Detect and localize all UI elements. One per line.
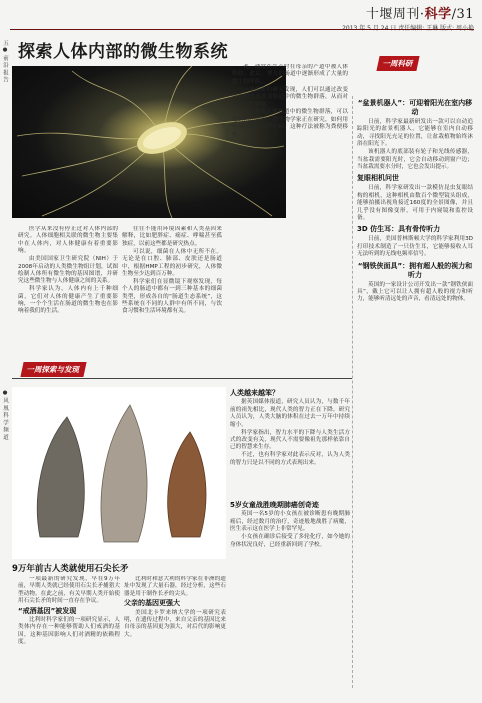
paragraph: 一项最新的研究发现，早在9万年前，早期人类就已经使用石尖长矛捕猎大型动物。在此之前，有关早期人类开始使用石尖长矛的时间一直存在争议。	[18, 576, 120, 605]
paragraph: 者，通常在生产时在母亲的产道中被人体吸收。此后，婴儿的肠道中逐渐形成了大量的微生物群落。	[232, 64, 348, 85]
paragraph: 通过改变人体肠道中的微生物群落，可以起到治疗作用。微生物学家正在研究，如何用有益细菌来治疗疾病，这种疗法被称为粪便移植。	[232, 109, 348, 138]
section-tag: 一周探索与发现	[20, 362, 86, 377]
paragraph: 可以说，细菌在人体中无所不在。无论是在口腔、肺部、皮肤还是肠道中，根据HMP工程的初步研究，人体微生物至少达到百万种。	[122, 248, 222, 277]
sidebar-heading-3: 3D 仿生耳：具有骨传听力	[357, 225, 441, 234]
paragraph: 医学从来没有停止过对人体内部的研究。人体细胞相关联的微生物主要集中在人体内，对人体健康有着重要影响。	[18, 226, 118, 255]
paragraph: 不过，也有科学家对此表示反对，认为人类的智力只是以不同的方式表现出来。	[230, 452, 350, 466]
father-article	[124, 576, 226, 692]
masthead	[342, 3, 474, 32]
paragraph: 科学家指出，智力水平的下降与人类生活方式的改变有关，现代人不需要像祖先那样依靠自己的智慧来生存。	[230, 429, 350, 451]
article-column-1	[18, 226, 118, 374]
side-tag-upper: 五 ● 前 沿 报 告	[2, 40, 8, 83]
paragraph: 科学家认为，人体内有上千种细菌，它们对人体的健康产生了重要影响，一个个生活在肠道的微生物也在影响着我们的生活。	[18, 286, 118, 315]
stone-tools-illustration	[12, 387, 226, 559]
paragraph: 日前，科学家最新研发出一款可以自动追踪阳光的盆景机器人，它能够在室内自动移动，寻找阳光充足的位置，让盆栽植物始终沐浴在阳光下。	[357, 119, 473, 148]
paragraph: 比利时科学家们的一项研究显示，人类体内存在一种能够帮助人们戒酒的基因，这种基因影响人们对酒精的依赖程度。	[18, 617, 120, 646]
humans-article-title: 人类越来越笨？	[230, 389, 279, 397]
article-title: 探索人体内部的微生物系统	[18, 42, 228, 62]
stone-tools-photo	[12, 387, 226, 559]
father-article-title: 父亲的基因更强大	[124, 599, 180, 608]
cancer-article	[230, 500, 350, 690]
article-column-3	[232, 64, 348, 374]
paragraph: 小女孩在确诊后接受了多轮化疗，如今她的身体状况良好，已经重新回到了学校。	[230, 534, 350, 548]
sidebar-heading-2: 复眼相机问世	[357, 174, 399, 183]
header-rule	[10, 29, 474, 30]
side-tag-lower: ● 风 凰 科 学 频 道	[2, 390, 8, 440]
paragraph: 据英国媒体报道，研究人员认为，与数千年前的祖先相比，现代人类的智力正在下降。研究人员认为，人类大脑的体积在过去一万年中持续缩小。	[230, 399, 350, 428]
paragraph: 比利时和意大利的科学家在非洲的遗址中发现了大量石器，经过分析，这些石器是用于制作长矛的尖头。	[124, 576, 226, 597]
paper-name: 十堰周刊	[365, 7, 420, 22]
sidebar	[352, 96, 475, 688]
tools-article	[18, 576, 120, 692]
sidebar-tag: 一周科研	[376, 56, 419, 71]
paragraph: 日前，科学家研发出一款模仿昆虫复眼结构的相机，这种相机由数百个微型镜头组成，能够拍摄出视角接近160度的全景图像，并且几乎没有图像变形，可用于内窥镜和监控设备。	[357, 185, 473, 221]
section-name: 科学	[424, 7, 452, 22]
section-rule	[12, 378, 352, 379]
humans-article	[230, 388, 350, 496]
paragraph: 往往不能用环境因素和人类基因来解释，比如肥胖症、癌症、哮喘甚至孤独症，以前这些都是研究热点。	[122, 226, 222, 247]
tools-article-title: 9万年前古人类就使用石尖长矛	[12, 564, 129, 574]
article-column-2	[122, 226, 222, 374]
paragraph: 日前，美国普林斯顿大学的科学家利用3D打印技术制造了一只仿生耳，它能够接收人耳无法听到的无线电频率信号。	[357, 236, 473, 258]
sidebar-column	[357, 96, 473, 686]
issue-meta	[342, 23, 474, 32]
paragraph: 一项最新的研究发现，人们可以通过改变饮食的方式改变肠道中的微生物群落，从而对健康产生影响。	[232, 86, 348, 108]
paragraph: 该机器人的底部装有轮子和光线传感器，当盆栽需要阳光时，它会自动移动到窗户边；当盆栽需要水分时，它也会发出提示。	[357, 149, 473, 170]
sidebar-heading-4: “钢铁侠面具”：拥有超人般的视力和听力	[357, 261, 473, 279]
paragraph: 由美国国家卫生研究院（NIH）于2008年启动的人类微生物组计划，试图绘制人体所有微生物的基因图谱，并研究这些微生物与人体健康之间的关系。	[18, 256, 118, 285]
sidebar-heading-1: “盆景机器人”：可迎着阳光在室内移动	[357, 99, 473, 116]
gene-article-title: “戒酒基因”被发现	[18, 606, 77, 615]
masthead-title: 十堰周刊·科学/31	[365, 7, 474, 22]
cancer-article-title: 5岁女童战胜晚期肺癌创奇迹	[230, 501, 319, 509]
paragraph: 美国北卡罗来纳大学的一项研究表明，在遗传过程中，来自父亲的基因比来自母亲的基因更为强大，对后代的影响更大。	[124, 609, 226, 638]
page-number: /31	[451, 7, 474, 22]
paragraph: 英国一名5岁的小女孩在被诊断患有晚期肺癌后，经过数月的治疗，奇迹般地战胜了病魔，医生表示这在医学上非常罕见。	[230, 511, 350, 533]
paragraph: 科学家们在显微镜下观察发现，每个人的肠道中都有一到三种基本的细菌类型，形成各自的“肠道生态系统”，这些系统在不同的人群中有所不同，与饮食习惯和生活环境都有关。	[122, 278, 222, 315]
paragraph: 英国的一家设计公司开发出一款“钢铁侠面具”，戴上它可以让人拥有超人般的视力和听力，能够听清远处的声音，看清远处的物体。	[357, 281, 473, 303]
